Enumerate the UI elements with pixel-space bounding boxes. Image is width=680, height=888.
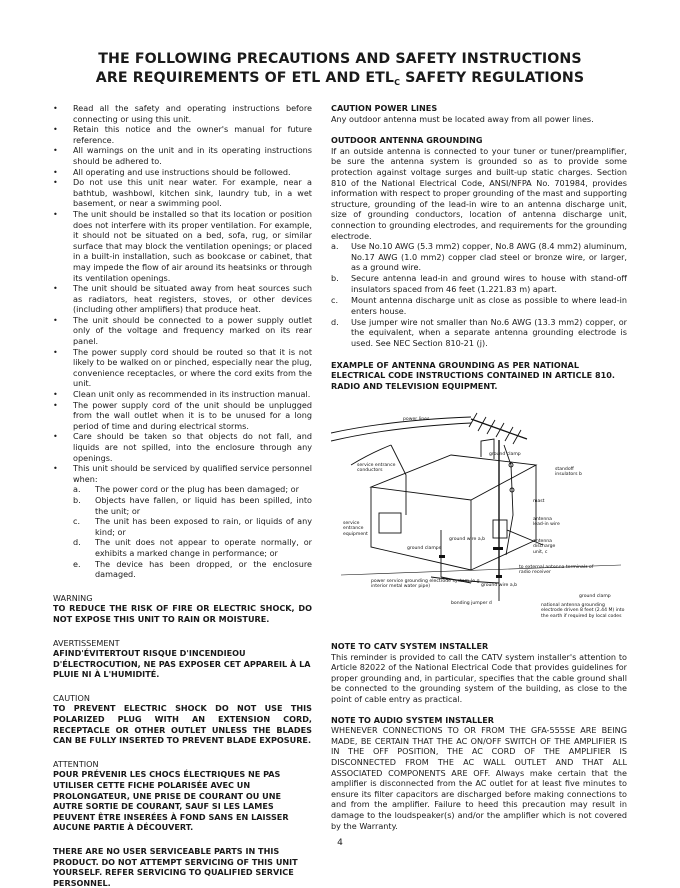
requirement-item: c. Mount antenna discharge unit as close as possible to where lead-in enters house.: [331, 295, 627, 316]
label-ground-wire: ground wire a,b: [449, 537, 486, 542]
discharge-unit-box: [493, 520, 507, 538]
antenna-elements: [469, 413, 521, 444]
label-ground-clamp-bottom: ground clamp: [579, 594, 611, 599]
bullet-item: • The power supply cord should be routed so that it is not likely to be walked on or pinched, especially near the plug, convenience receptacles, or where the cord exits from the unit.: [53, 347, 312, 389]
service-condition: b. Objects have fallen, or liquid has been spilled, into the unit; or: [73, 494, 312, 516]
service-conditions-list: [73, 484, 312, 579]
bullet-item: • Do not use this unit near water. For example, near a bathtub, washbowl, kitchen sink, laundry tub, in a wet basement, or near a swimming pool.: [53, 177, 312, 209]
label-national-electrode: national antenna grounding electrode driven 8 feet (2.44 M) into the earth if required by local codes: [541, 603, 625, 619]
service-condition: d. The unit does not appear to operate normally, or exhibits a marked change in performance; or: [73, 537, 312, 558]
avertissement-heading: AVERTISSEMENT: [53, 637, 120, 648]
label-bonding-jumper: bonding jumper d: [451, 601, 492, 606]
ground-clamp-mark: [496, 575, 502, 578]
page-title: [0, 50, 680, 92]
attention-text: POUR PRÉVENIR LES CHOCS ÉLECTRIQUES NE PAS UTILISER CETTE FICHE POLARISÉE AVEC UN PROLONGATEUR, UNE PRISE DE COURANT OU UNE AUTRE SORTIE DE COURANT, SAUF SI LES LAMES PEUVENT ÊTRE INSERÉES À FOND SANS EN LAISSER AUCUNE PARTIE À DÉCOUVERT.: [53, 769, 289, 833]
label-ground-wire-2: ground wire a,b: [481, 583, 518, 588]
service-conductor: [391, 445, 406, 515]
service-condition: a. The power cord or the plug has been damaged; or: [73, 484, 299, 495]
service-condition: e. The device has been dropped, or the enclosure damaged.: [73, 558, 312, 580]
requirement-item: d. Use jumper wire not smaller than No.6 AWG (13.3 mm2) copper, or the equivalent, when a separate antenna grounding electrode is used. See NEC Section 810-21 (j).: [331, 316, 627, 348]
power-line-2: [331, 423, 471, 441]
label-antenna-lead: antenna lead-in wire: [533, 517, 560, 528]
ground-clamp-mark: [439, 555, 445, 558]
attention-block: [53, 759, 312, 833]
label-standoff: standoff insulators b: [555, 467, 582, 478]
left-column: [53, 103, 312, 888]
power-lines-heading: CAUTION POWER LINES: [331, 103, 438, 113]
label-mast: mast: [533, 499, 545, 504]
label-to-receiver: to external antenna terminals of radio receiver: [519, 565, 594, 576]
example-heading: EXAMPLE OF ANTENNA GROUNDING AS PER NATIONAL ELECTRICAL CODE INSTRUCTIONS CONTAINED IN ARTICLE 810. RADIO AND TELEVISION EQUIPMENT.: [331, 359, 615, 391]
label-ground-clamps: ground clamps: [407, 546, 442, 551]
caution-heading: CAUTION: [53, 692, 90, 703]
bullet-item: • Clean unit only as recommended in its instruction manual.: [53, 389, 312, 400]
no-user-parts-text: THERE ARE NO USER SERVICEABLE PARTS IN THIS PRODUCT. DO NOT ATTEMPT SERVICING OF THIS UNIT YOURSELF. REFER SERVICING TO QUALIFIED SERVICE PERSONNEL.: [53, 846, 298, 888]
avertissement-text: AFIND'ÉVITERTOUT RISQUE D'INCENDIEOU D'ÉLECTROCUTION, NE PAS EXPOSER CET APPAREIL À LA PLUIE NI À L'HUMIDITÉ.: [53, 648, 311, 680]
grounding-requirements-list: [331, 241, 627, 348]
caution-block: [53, 693, 312, 746]
power-line-1: [331, 417, 471, 433]
house-side: [471, 465, 536, 570]
caution-text: TO PREVENT ELECTRIC SHOCK DO NOT USE THIS POLARIZED PLUG WITH AN EXTENSION CORD, RECEPTACLE OR OTHER OUTLET UNLESS THE BLADES CAN BE FULLY INSERTED TO PREVENT BLADE EXPOSURE.: [53, 703, 312, 746]
ground-clamp-mark: [493, 547, 503, 550]
attention-heading: ATTENTION: [53, 758, 99, 769]
service-intro: This unit should be serviced by qualified service personnel when:: [73, 463, 312, 484]
label-service-entrance: service entrance conductors: [357, 463, 396, 474]
bullet-item: [53, 463, 312, 580]
antenna-grounding-diagram: [331, 405, 627, 619]
bullet-item: • The power supply cord of the unit should be unplugged from the wall outlet when it is to be unused for a long period of time and during electrical storms.: [53, 400, 312, 432]
label-power-grounding: power service grounding electrode system (e.g. interior metal water pipe): [371, 579, 481, 590]
outdoor-grounding-text: If an outside antenna is connected to your tuner or tuner/preamplifier, be sure the antenna system is grounded so as to provide some protection against voltage surges and built-up static charges. Section 810 of the National Electrical Code, ANSI/NFPA No. 701984, provides information with respect to proper grounding of the mast and supporting structure, grounding of the lead-in wire to an antenna discharge unit, size of grounding conductors, location of antenna discharge unit, connection to grounding electrodes, and requirements for the grounding electrode.: [331, 145, 627, 241]
warning-block: [53, 593, 312, 625]
warning-heading: WARNING: [53, 592, 93, 603]
bullet-item: • The unit should be connected to a power supply outlet only of the voltage and frequency marked on its rear panel.: [53, 315, 312, 347]
catv-text: This reminder is provided to call the CATV system installer's attention to Article 82022 of the National Electrical Code that provides guidelines for proper grounding and, in particular, specifies that the cable ground shall be connected to the grounding system of the building, as close to the point of cable entry as practical.: [331, 651, 627, 704]
page-number: 4: [337, 838, 343, 848]
requirement-item: a. Use No.10 AWG (5.3 mm2) copper, No.8 AWG (8.4 mm2) aluminum, No.17 AWG (1.0 mm2) copper clad steel or bronze wire, or larger, as a ground wire.: [331, 241, 627, 273]
service-equipment-box: [379, 513, 401, 533]
title-line-2: ARE REQUIREMENTS OF ETL AND $ETL_C$ SAFETY REGULATIONS: [95, 70, 585, 87]
safety-bullet-list: [53, 103, 312, 580]
warning-text: TO REDUCE THE RISK OF FIRE OR ELECTRIC SHOCK, DO NOT EXPOSE THIS UNIT TO RAIN OR MOISTURE.: [53, 603, 312, 624]
house-front: [371, 487, 471, 570]
label-service-equipment: service entrance equipment: [343, 521, 368, 537]
bullet-item: • Retain this notice and the owner's manual for future reference.: [53, 124, 312, 145]
bullet-item: • Care should be taken so that objects do not fall, and liquids are not spilled, into the enclosure through any openings.: [53, 431, 312, 463]
label-power-lines: power lines: [403, 417, 430, 422]
bullet-item: • The unit should be installed so that its location or position does not interfere with its proper ventilation. For example, it should not be situated on a bed, sofa, rug, or similar surface that may block the ventilation openings; or placed in a built-in installation, such as bookcase or cabinet, that may impede the flow of air around its heatsinks or through its ventilation openings.: [53, 209, 312, 283]
bullet-item: • All warnings on the unit and in its operating instructions should be adhered to.: [53, 145, 312, 166]
audio-heading: NOTE TO AUDIO SYSTEM INSTALLER: [331, 714, 495, 725]
bullet-item: • Read all the safety and operating instructions before connecting or using this unit.: [53, 103, 312, 124]
audio-text: WHENEVER CONNECTIONS TO OR FROM THE GFA-555SE ARE BEING MADE, BE CERTAIN THAT THE AC ON/OFF SWITCH OF THE AMPLIFIER IS IN THE OFF POSITION, THE AC CORD OF THE AMPLIFIER IS DISCONNECTED FROM THE AC WALL OUTLET AND THAT ALL ASSOCIATED COMPONENTS ARE OFF. Always make certain that the amplifier is disconnected from the AC outlet for at least five minutes to ensure its filter capacitors are discharged before making connections to and from the amplifier. Failure to heed this precaution may result in damage to the loudspeaker(s) and/or the amplifier which is not covered by the Warranty.: [331, 725, 627, 831]
installer-notes: [331, 641, 627, 831]
bullet-item: • The unit should be situated away from heat sources such as radiators, heat registers, stoves, or other devices (including other amplifiers) that produce heat.: [53, 283, 312, 315]
outdoor-grounding-heading: OUTDOOR ANTENNA GROUNDING: [331, 135, 483, 146]
catv-heading: NOTE TO CATV SYSTEM INSTALLER: [331, 641, 489, 651]
power-line-drop: [351, 445, 391, 465]
label-discharge-unit: antenna discharge unit, c: [533, 539, 556, 555]
no-user-parts-block: [53, 846, 312, 888]
requirement-item: b. Secure antenna lead-in and ground wires to house with stand-off insulators spaced from 46 feet (1.221.83 m) apart.: [331, 273, 627, 294]
title-line-1: THE FOLLOWING PRECAUTIONS AND SAFETY INSTRUCTIONS: [98, 51, 582, 67]
bullet-item: • All operating and use instructions should be followed.: [53, 167, 312, 178]
power-lines-text: Any outdoor antenna must be located away from all power lines.: [331, 113, 594, 124]
outdoor-grounding-block: [331, 135, 627, 241]
label-ground-clamp-top: ground clamp: [489, 452, 521, 457]
service-condition: c. The unit has been exposed to rain, or liquids of any kind; or: [73, 516, 312, 537]
right-column: [331, 103, 627, 391]
avertissement-block: [53, 638, 312, 680]
